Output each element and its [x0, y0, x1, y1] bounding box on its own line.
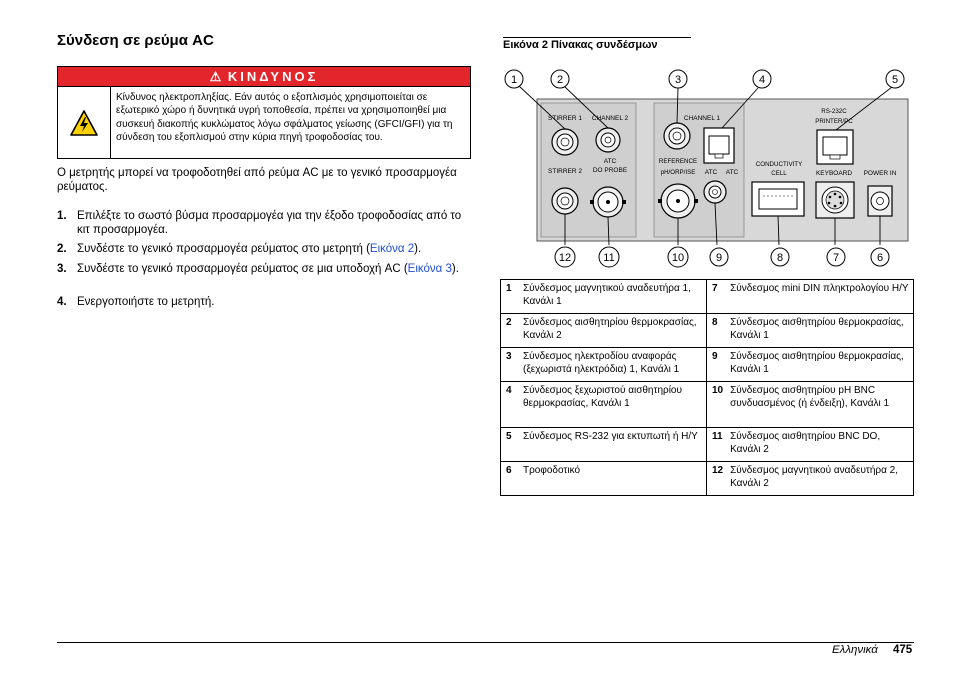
cell-description: Σύνδεσμος RS-232 για εκτυπωτή ή Η/Υ — [518, 428, 707, 462]
table-row — [501, 428, 914, 462]
callout-12-label: 12 — [558, 252, 572, 264]
callout-2-label: 2 — [556, 74, 564, 86]
figure-link[interactable]: Εικόνα 3 — [407, 263, 452, 275]
callout-4-label: 4 — [758, 74, 766, 86]
cell-number: 7 — [707, 280, 726, 314]
conductivity-cell-connector — [752, 182, 804, 216]
label-atc-a: ATC — [704, 169, 718, 176]
callout-11 — [599, 247, 619, 267]
step-4 — [57, 295, 477, 309]
callout-3-label: 3 — [674, 74, 682, 86]
label-ph-orp-ise: pH/ORP/ISE — [660, 169, 696, 176]
cell-description: Σύνδεσμος mini DIN πληκτρολογίου Η/Υ — [725, 280, 913, 314]
step-text-end: ). — [414, 243, 422, 255]
cell-number: 1 — [501, 280, 519, 314]
label-atc: ATC — [603, 158, 617, 165]
callout-8 — [771, 248, 789, 266]
label-channel2: CHANNEL 2 — [591, 115, 629, 122]
danger-header — [58, 67, 470, 87]
label-printer-pc: PRINTER/PC — [815, 118, 853, 125]
step-text: Επιλέξτε το σωστό βύσμα προσαρμογέα για την έξοδο τροφοδοσίας από το κιτ προσαρμογέα. — [77, 210, 462, 236]
connector-legend-table — [500, 279, 914, 496]
label-channel1: CHANNEL 1 — [683, 115, 721, 122]
callout-3 — [669, 70, 687, 88]
step-text: Συνδέστε το γενικό προσαρμογέα ρεύματος στο μετρητή ( — [77, 243, 370, 255]
power-in-connector — [868, 186, 892, 216]
callout-9-label: 9 — [715, 252, 723, 264]
cell-number: 12 — [707, 462, 726, 496]
table-row — [501, 314, 914, 348]
danger-notice — [57, 66, 471, 159]
step-text: Ενεργοποιήστε το μετρητή. — [77, 296, 215, 308]
step-3 — [57, 262, 477, 276]
label-reference: REFERENCE — [658, 158, 698, 165]
warning-triangle-icon: ⚠ — [209, 69, 222, 84]
cell-number: 4 — [501, 382, 519, 428]
cell-description: Σύνδεσμος μαγνητικού αναδευτήρα 1, Κανάλι 1 — [518, 280, 707, 314]
footer-divider — [57, 642, 914, 643]
callout-6 — [871, 248, 889, 266]
electrical-hazard-icon — [58, 87, 111, 159]
label-power-in: POWER IN — [863, 170, 897, 177]
callout-11-label: 11 — [603, 252, 615, 264]
cell-description: Σύνδεσμος ηλεκτροδίου αναφοράς (ξεχωριστά ηλεκτρόδια) 1, Κανάλι 1 — [518, 348, 707, 382]
step-text: Συνδέστε το γενικό προσαρμογέα ρεύματος σε μια υποδοχή AC ( — [77, 263, 408, 275]
step-number: 3. — [57, 263, 67, 275]
cell-number: 8 — [707, 314, 726, 348]
label-cell: CELL — [771, 170, 787, 177]
cell-number: 10 — [707, 382, 726, 428]
cell-description: Σύνδεσμος αισθητηρίου BNC DO, Κανάλι 2 — [725, 428, 913, 462]
keyboard-din-connector — [816, 182, 854, 218]
callout-4 — [753, 70, 771, 88]
callout-5-label: 5 — [891, 74, 899, 86]
stirrer1-connector — [552, 129, 578, 155]
section-title: Σύνδεση σε ρεύμα AC — [57, 32, 214, 49]
table-row — [501, 280, 914, 314]
footer-page-number: 475 — [893, 644, 913, 656]
callout-10 — [668, 247, 688, 267]
cell-description: Σύνδεσμος μαγνητικού αναδευτήρα 2, Κανάλι 2 — [725, 462, 913, 496]
danger-text: Κίνδυνος ηλεκτροπληξίας. Εάν αυτός ο εξοπλισμός χρησιμοποιείται σε εξωτερικό χώρο ή δυνητικά υγρή τοποθεσία, πρέπει να χρησιμοποιηθεί μια συσκευή διακοπής κυκλώματος λόγω σφάλματος γείωσης (GFCI/GFI) για τη σύνδεση του εξοπλισμού στην κύρια πηγή τροφοδοσίας του. — [116, 92, 453, 143]
table-row — [501, 382, 914, 428]
channel1-rj-connector — [704, 128, 734, 163]
footer-language: Ελληνικά — [832, 644, 878, 656]
cell-number: 9 — [707, 348, 726, 382]
cell-description: Σύνδεσμος αισθητηρίου θερμοκρασίας, Κανάλι 1 — [725, 314, 913, 348]
cell-description: Σύνδεσμος ξεχωριστού αισθητηρίου θερμοκρασίας, Κανάλι 1 — [518, 382, 707, 428]
cell-description: Σύνδεσμος αισθητηρίου pH BNC συνδυασμένος (ή ένδειξη), Κανάλι 1 — [725, 382, 913, 428]
callout-1 — [505, 70, 523, 88]
callout-12 — [555, 247, 575, 267]
cell-description: Σύνδεσμος αισθητηρίου θερμοκρασίας, Κανάλι 2 — [518, 314, 707, 348]
cell-number: 2 — [501, 314, 519, 348]
callout-6-label: 6 — [876, 252, 884, 264]
label-atc-b: ATC — [725, 169, 739, 176]
callout-5 — [886, 70, 904, 88]
label-stirrer2: STIRRER 2 — [548, 168, 582, 175]
step-2 — [57, 242, 477, 256]
reference-connector — [664, 123, 690, 149]
channel2-atc-connector — [596, 128, 620, 152]
step-text-end: ). — [451, 263, 459, 275]
stirrer2-connector — [552, 188, 578, 214]
figure-caption: Εικόνα 2 Πίνακας συνδέσμων — [503, 37, 691, 51]
label-stirrer1: STIRRER 1 — [548, 115, 582, 122]
table-row — [501, 348, 914, 382]
atc-connector-channel1 — [704, 181, 726, 203]
cell-number: 11 — [707, 428, 726, 462]
label-do-probe: DO PROBE — [592, 167, 628, 174]
table-row — [501, 462, 914, 496]
cell-number: 6 — [501, 462, 519, 496]
rs232-connector — [817, 130, 853, 164]
callout-1-label: 1 — [510, 74, 518, 86]
cell-number: 5 — [501, 428, 519, 462]
cell-description: Τροφοδοτικό — [518, 462, 707, 496]
cell-description: Σύνδεσμος αισθητηρίου θερμοκρασίας, Κανάλι 1 — [725, 348, 913, 382]
callout-10-label: 10 — [671, 252, 685, 264]
connector-panel-diagram — [500, 62, 914, 272]
label-rs232: RS-232C — [821, 108, 847, 115]
callout-7-label: 7 — [832, 252, 840, 264]
callout-7 — [827, 248, 845, 266]
callout-8-label: 8 — [776, 252, 784, 264]
callout-9 — [710, 248, 728, 266]
danger-header-label: ΚΙΝΔΥΝΟΣ — [227, 69, 319, 84]
step-number: 4. — [57, 296, 67, 308]
step-number: 2. — [57, 243, 67, 255]
label-keyboard: KEYBOARD — [815, 170, 853, 177]
cell-number: 3 — [501, 348, 519, 382]
figure-link[interactable]: Εικόνα 2 — [369, 243, 415, 255]
label-conductivity: CONDUCTIVITY — [755, 161, 803, 168]
intro-paragraph: Ο μετρητής μπορεί να τροφοδοτηθεί από ρεύμα AC με το γενικό προσαρμογέα ρεύματος. — [57, 167, 457, 193]
callout-2 — [551, 70, 569, 88]
step-number: 1. — [57, 210, 67, 222]
step-1 — [57, 209, 477, 237]
